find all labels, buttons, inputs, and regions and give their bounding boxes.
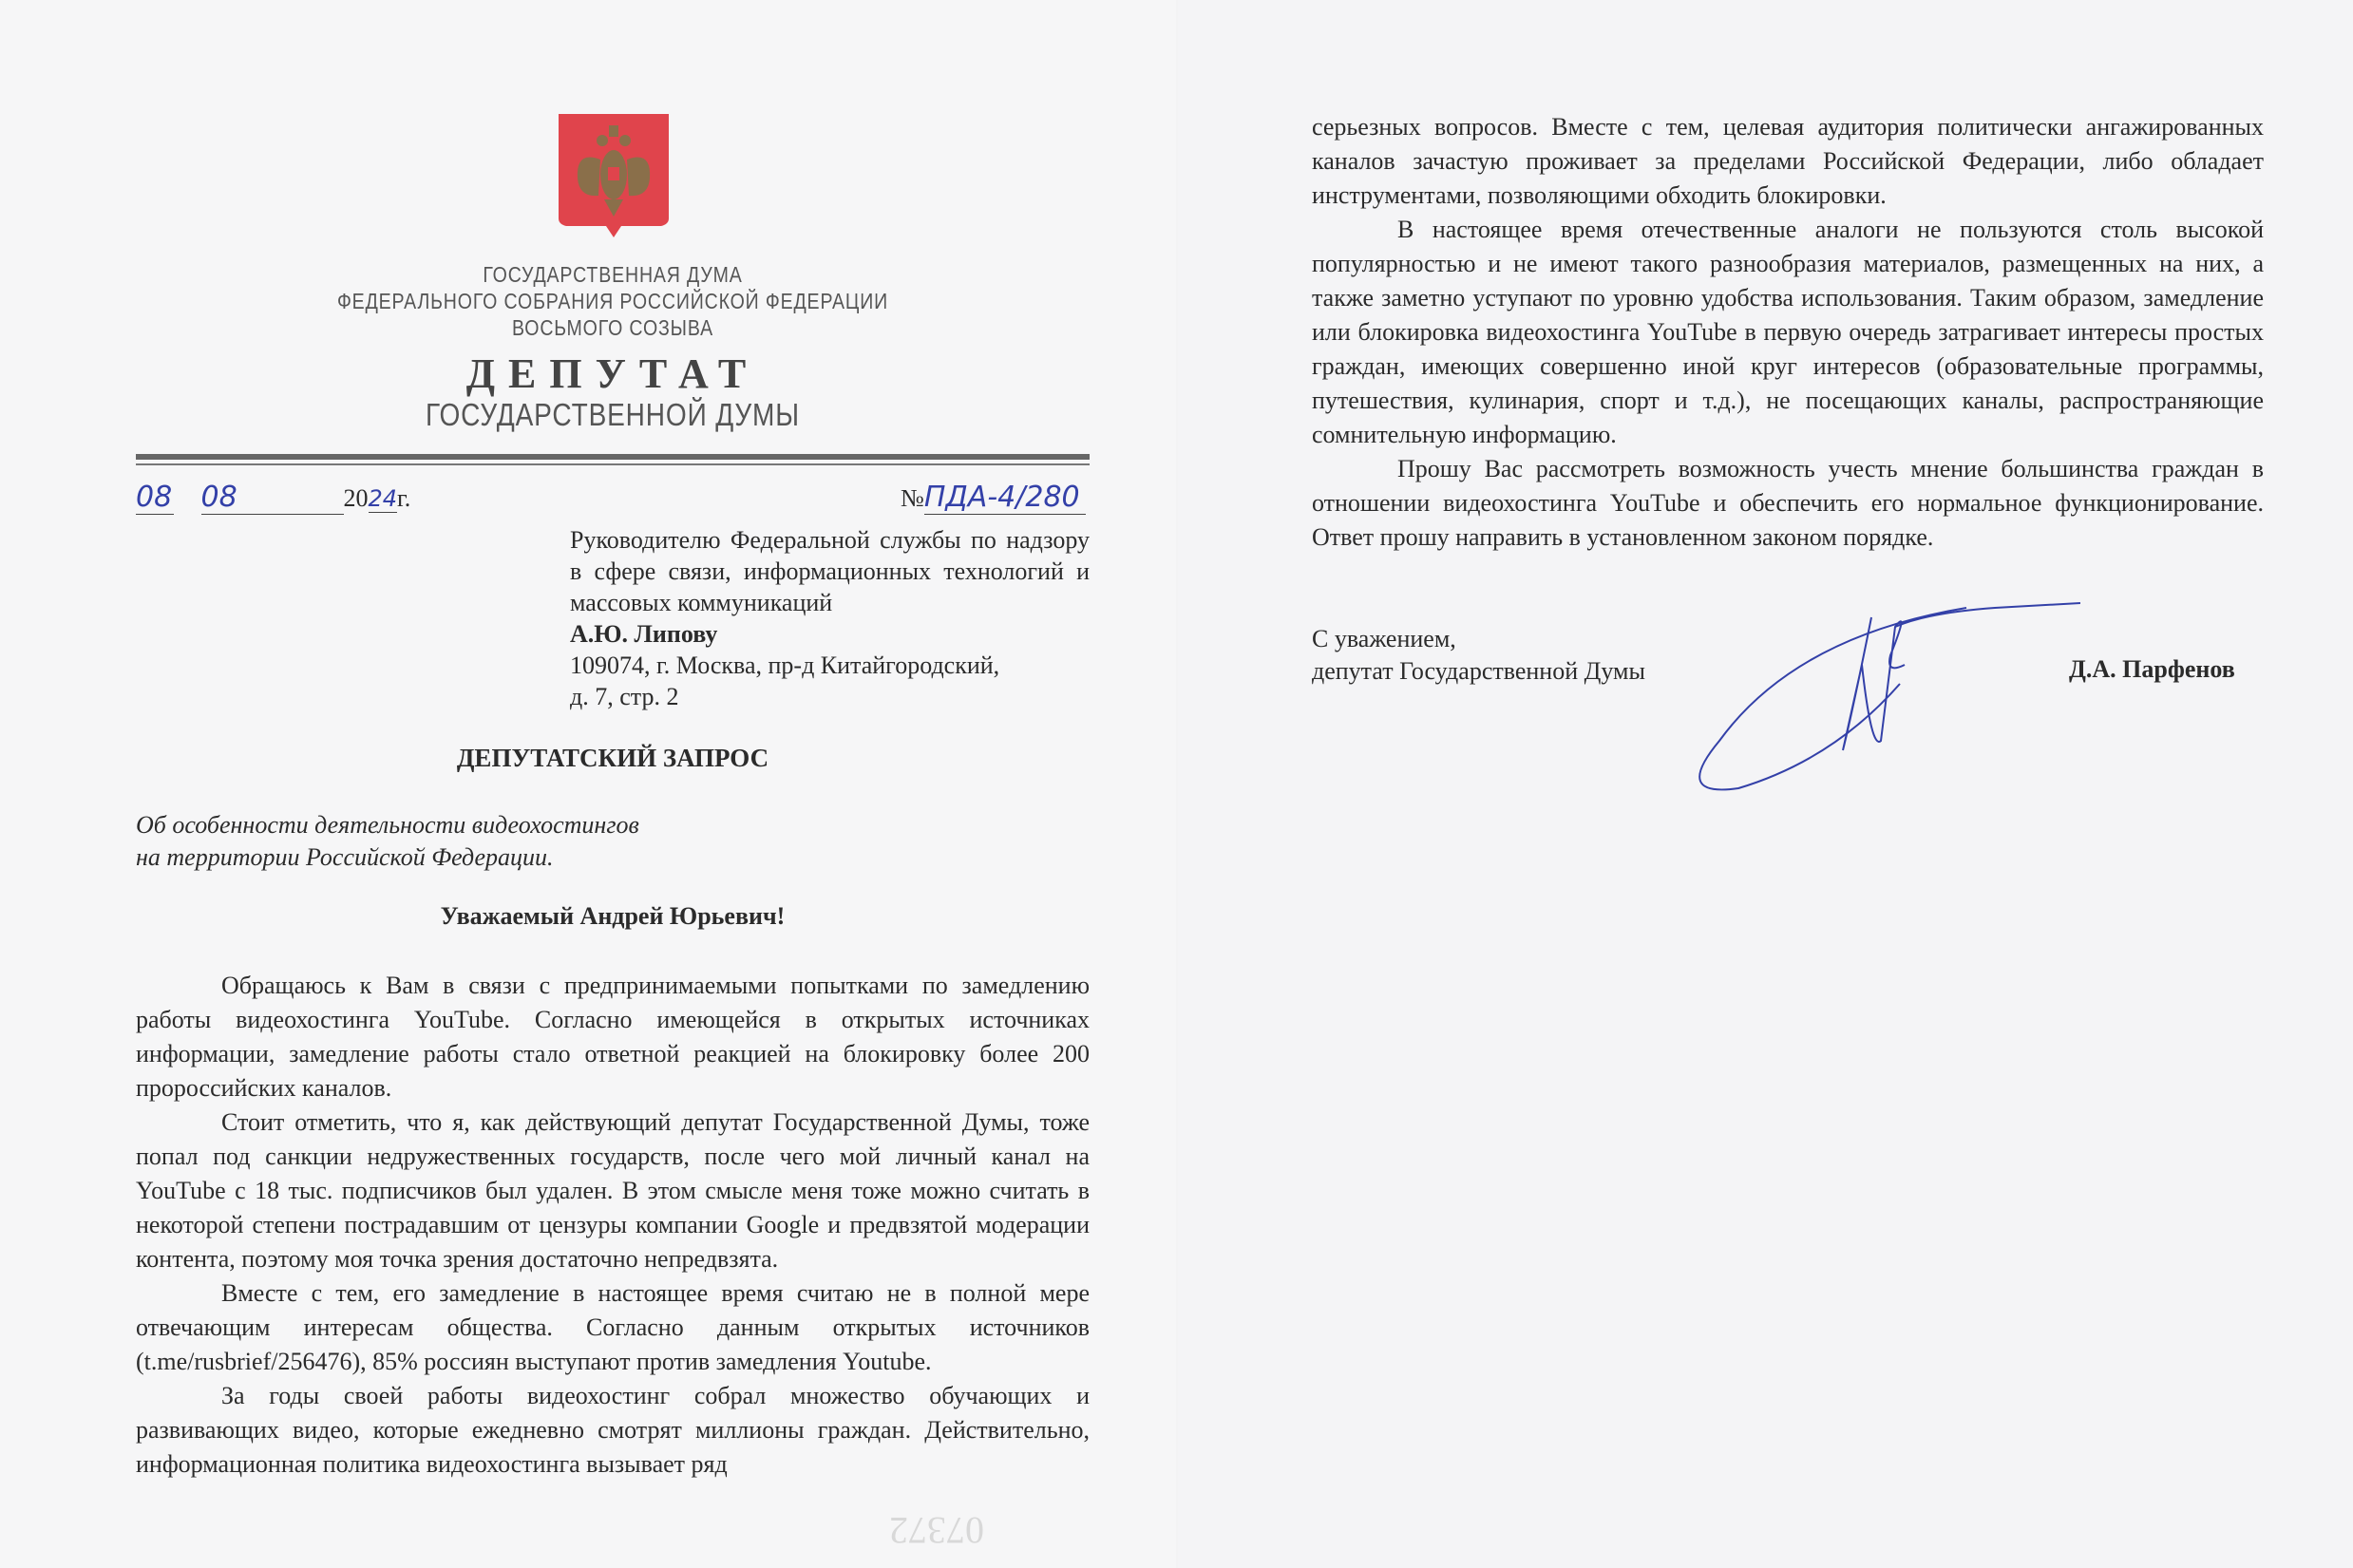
number-value: ПДА-4/280: [924, 481, 1086, 515]
paragraph: Стоит отметить, что я, как действующий депутат Государственной Думы, тоже попал под санкции недружественных государств, после чего мой личный канал на YouTube с 18 тыс. подписчиков был удален. В этом смысле меня тоже можно считать в некоторой степени пострадавшим от цензуры компании Google и предвзятой модерации контента, поэтому моя точка зрения достаточно непредвзята.: [136, 1108, 1090, 1273]
letter-page-1: [0, 0, 1176, 1568]
letterhead-line-2: ФЕДЕРАЛЬНОГО СОБРАНИЯ РОССИЙСКОЙ ФЕДЕРАЦИИ: [336, 289, 889, 313]
addressee-block: [570, 524, 1090, 712]
document-subject: [136, 809, 639, 874]
number-label: №: [901, 484, 924, 512]
header-divider: [136, 454, 1090, 460]
date-suffix: г.: [397, 484, 411, 512]
subject-line-1: Об особенности деятельности видеохостингов: [136, 811, 639, 839]
paragraph: Вместе с тем, его замедление в настоящее время считаю не в полной мере отвечающим интересам общества. Согласно данным открытых источников (t.me/rusbrief/256476), 85% россиян выступают против замедления Youtube.: [136, 1279, 1090, 1375]
letterhead-duma: ГОСУДАРСТВЕННОЙ ДУМЫ: [426, 397, 800, 432]
subject-line-2: на территории Российской Федерации.: [136, 843, 554, 871]
date-month: 08: [201, 481, 344, 515]
signature-closing: С уважением,: [1312, 625, 1456, 652]
document-title: ДЕПУТАТСКИЙ ЗАПРОС: [456, 744, 769, 772]
letter-page-2: [1178, 0, 2353, 1568]
date-year-prefix: 20: [343, 484, 369, 512]
signature-block: [1312, 623, 1645, 688]
letterhead-line-1: ГОСУДАРСТВЕННАЯ ДУМА: [483, 262, 743, 287]
greeting: Уважаемый Андрей Юрьевич!: [440, 902, 786, 930]
date-year-suffix: 24: [368, 485, 398, 512]
bleed-through-number: 07372: [889, 1509, 984, 1552]
addressee-address-1: 109074, г. Москва, пр-д Китайгородский,: [570, 652, 1000, 679]
addressee-name: А.Ю. Липову: [570, 620, 718, 648]
handwritten-signature: [1681, 598, 2080, 807]
paragraph: Обращаюсь к Вам в связи с предпринимаемыми попытками по замедлению работы видеохостинга YouTube. Согласно имеющейся в открытых источниках информации, замедление работы стало ответной реакцией на блокировку более 200 пророссийских каналов.: [136, 972, 1090, 1102]
letter-body-right: [1312, 110, 2264, 555]
signature-role: депутат Государственной Думы: [1312, 657, 1645, 685]
paragraph: Прошу Вас рассмотреть возможность учесть мнение большинства граждан в отношении видеохостинга YouTube и обеспечить его нормальное функционирование. Ответ прошу направить в установленном законом порядке.: [1312, 455, 2264, 551]
paragraph: За годы своей работы видеохостинг собрал множество обучающих и развивающих видео, которые ежедневно смотрят миллионы граждан. Действительно, информационная политика видеохостинга вызывает ряд: [136, 1382, 1090, 1478]
letterhead-line-3: ВОСЬМОГО СОЗЫВА: [512, 315, 713, 340]
letter-body-left: [136, 969, 1090, 1482]
addressee-address-2: д. 7, стр. 2: [570, 683, 679, 710]
paragraph: серьезных вопросов. Вместе с тем, целевая аудитория политически ангажированных каналов зачастую проживает за пределами Российской Федерации, либо обладает инструментами, позволяющими обходить блокировки.: [1312, 113, 2264, 209]
paragraph: В настоящее время отечественные аналоги не пользуются столь высокой популярностью и не имеют такого разнообразия материалов, размещенных на них, а также заметно уступают по уровню удобства использования. Таким образом, замедление или блокировка видеохостинга YouTube в первую очередь затрагивает интересы простых граждан, имеющих совершенно иной круг интересов (образовательные программы, путешествия, кулинария, спорт и т.д.), не посещающих каналы, распространяющие сомнительную информацию.: [1312, 216, 2264, 448]
coat-of-arms-icon: [557, 112, 671, 237]
signature-name: Д.А. Парфенов: [2069, 655, 2235, 683]
letterhead-deputat: ДЕПУТАТ: [465, 350, 760, 397]
date-day: 08: [136, 481, 173, 514]
addressee-position: Руководителю Федеральной службы по надзору в сфере связи, информационных технологий и массовых коммуникаций: [570, 526, 1090, 616]
document-number: [901, 481, 1086, 515]
header-divider-thin: [136, 463, 1090, 465]
document-date: [136, 481, 410, 515]
